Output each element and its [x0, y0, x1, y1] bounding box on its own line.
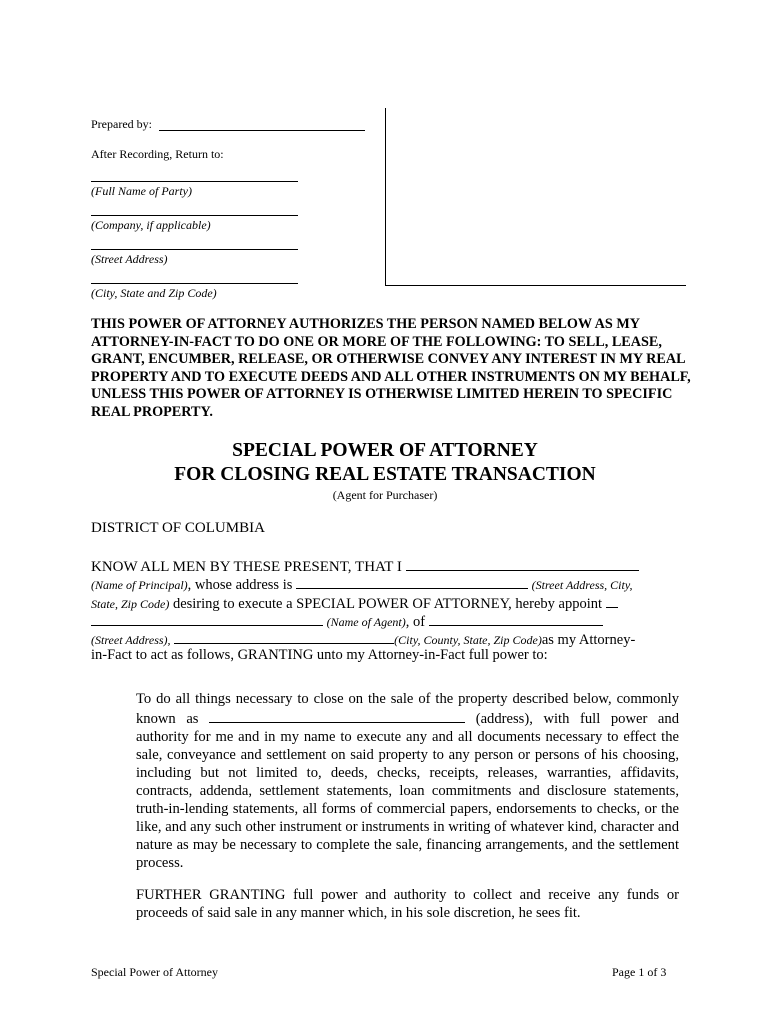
agent-line	[91, 611, 603, 631]
footer-title: Special Power of Attorney	[91, 965, 218, 979]
principal-address-field[interactable]	[296, 574, 528, 589]
agent-name-field[interactable]	[91, 611, 323, 626]
property-address-field[interactable]	[209, 708, 465, 723]
prepared-by-field[interactable]	[159, 130, 365, 131]
company-caption: (Company, if applicable)	[91, 218, 211, 232]
state-zip-caption: State, Zip Code)	[91, 597, 170, 611]
know-all-text: KNOW ALL MEN BY THESE PRESENT, THAT I	[91, 559, 402, 575]
authorization-notice: THIS POWER OF ATTORNEY AUTHORIZES THE PERSON NAMED BELOW AS MY ATTORNEY-IN-FACT TO DO ONE OR MORE OF THE FOLLOWING: TO SELL, LEASE, GRANT, ENCUMBER, RELEASE, OR OTHERWISE CONVEY ANY INTEREST IN MY REAL PROPERTY AND TO EXECUTE DEEDS AND ALL OTHER INSTRUMENTS ON MY BEHALF, UNLESS THIS POWER OF ATTORNEY IS OTHERWISE LIMITED HEREIN TO SPECIFIC REAL PROPERTY.	[91, 316, 691, 420]
district-heading: DISTRICT OF COLUMBIA	[91, 520, 265, 536]
of-text: , of	[405, 614, 426, 630]
agent-address-line	[91, 629, 635, 649]
principal-address-line	[91, 574, 633, 594]
document-subtitle: FOR CLOSING REAL ESTATE TRANSACTION	[174, 464, 596, 485]
street-city-caption: (Street Address, City,	[531, 578, 633, 592]
full-name-caption: (Full Name of Party)	[91, 184, 192, 198]
company-field[interactable]	[91, 215, 298, 216]
further-granting-paragraph: FURTHER GRANTING full power and authority to collect and receive any funds or proceeds of said sale in any manner which, in his sole discretion, he sees fit.	[136, 887, 679, 921]
city-state-zip-caption: (City, State and Zip Code)	[91, 286, 217, 300]
recording-box-divider	[385, 108, 386, 285]
appoint-line	[91, 593, 618, 613]
know-all-line	[91, 556, 639, 576]
name-of-agent-caption: (Name of Agent)	[326, 615, 406, 629]
closing-powers-paragraph	[136, 690, 679, 872]
whose-address-text: , whose address is	[187, 577, 293, 593]
agent-address-field[interactable]	[429, 611, 603, 626]
paragraph1-start: To do all things necessary to close on the sale of the property described below, commonly known as	[136, 691, 679, 727]
return-to-label: After Recording, Return to:	[91, 147, 224, 161]
street-field[interactable]	[91, 249, 298, 250]
document-title: SPECIAL POWER OF ATTORNEY	[232, 440, 538, 461]
page-number: Page 1 of 3	[612, 965, 667, 979]
recording-box-bottom	[385, 285, 686, 286]
prepared-by-label: Prepared by:	[91, 117, 152, 131]
agent-city-field[interactable]	[174, 629, 394, 644]
as-my-text: as my Attorney-	[541, 632, 636, 648]
agent-for-purchaser: (Agent for Purchaser)	[332, 488, 438, 502]
full-name-field[interactable]	[91, 181, 298, 182]
principal-name-field[interactable]	[406, 556, 639, 571]
in-fact-line: in-Fact to act as follows, GRANTING unto my Attorney-in-Fact full power to:	[91, 647, 548, 663]
paragraph1-rest: (address), with full power and authority for me and in my name to execute any and all documents necessary to effect the sale, conveyance and settlement on said property to any person or persons of his choosing, including but not limited to, deeds, checks, receipts, releases, warranties, affidavits, contracts, addenda, settlement statements, loan commitments and disclosure statements, truth-in-lending statements, all forms of commercial papers, endorsements to checks, or the like, and any such other instrument or instruments in writing of whatever kind, character and nature as may be necessary to complete the sale, financing arrangements, and the settlement process.	[136, 711, 679, 871]
appoint-field-start[interactable]	[606, 593, 618, 608]
city-county-caption: (City, County, State, Zip Code)	[394, 633, 542, 647]
city-state-zip-field[interactable]	[91, 283, 298, 284]
street-caption: (Street Address)	[91, 252, 168, 266]
desiring-text: desiring to execute a SPECIAL POWER OF ATTORNEY, hereby appoint	[169, 596, 602, 612]
street-address-caption: (Street Address),	[91, 633, 171, 647]
name-of-principal-caption: (Name of Principal)	[91, 578, 188, 592]
